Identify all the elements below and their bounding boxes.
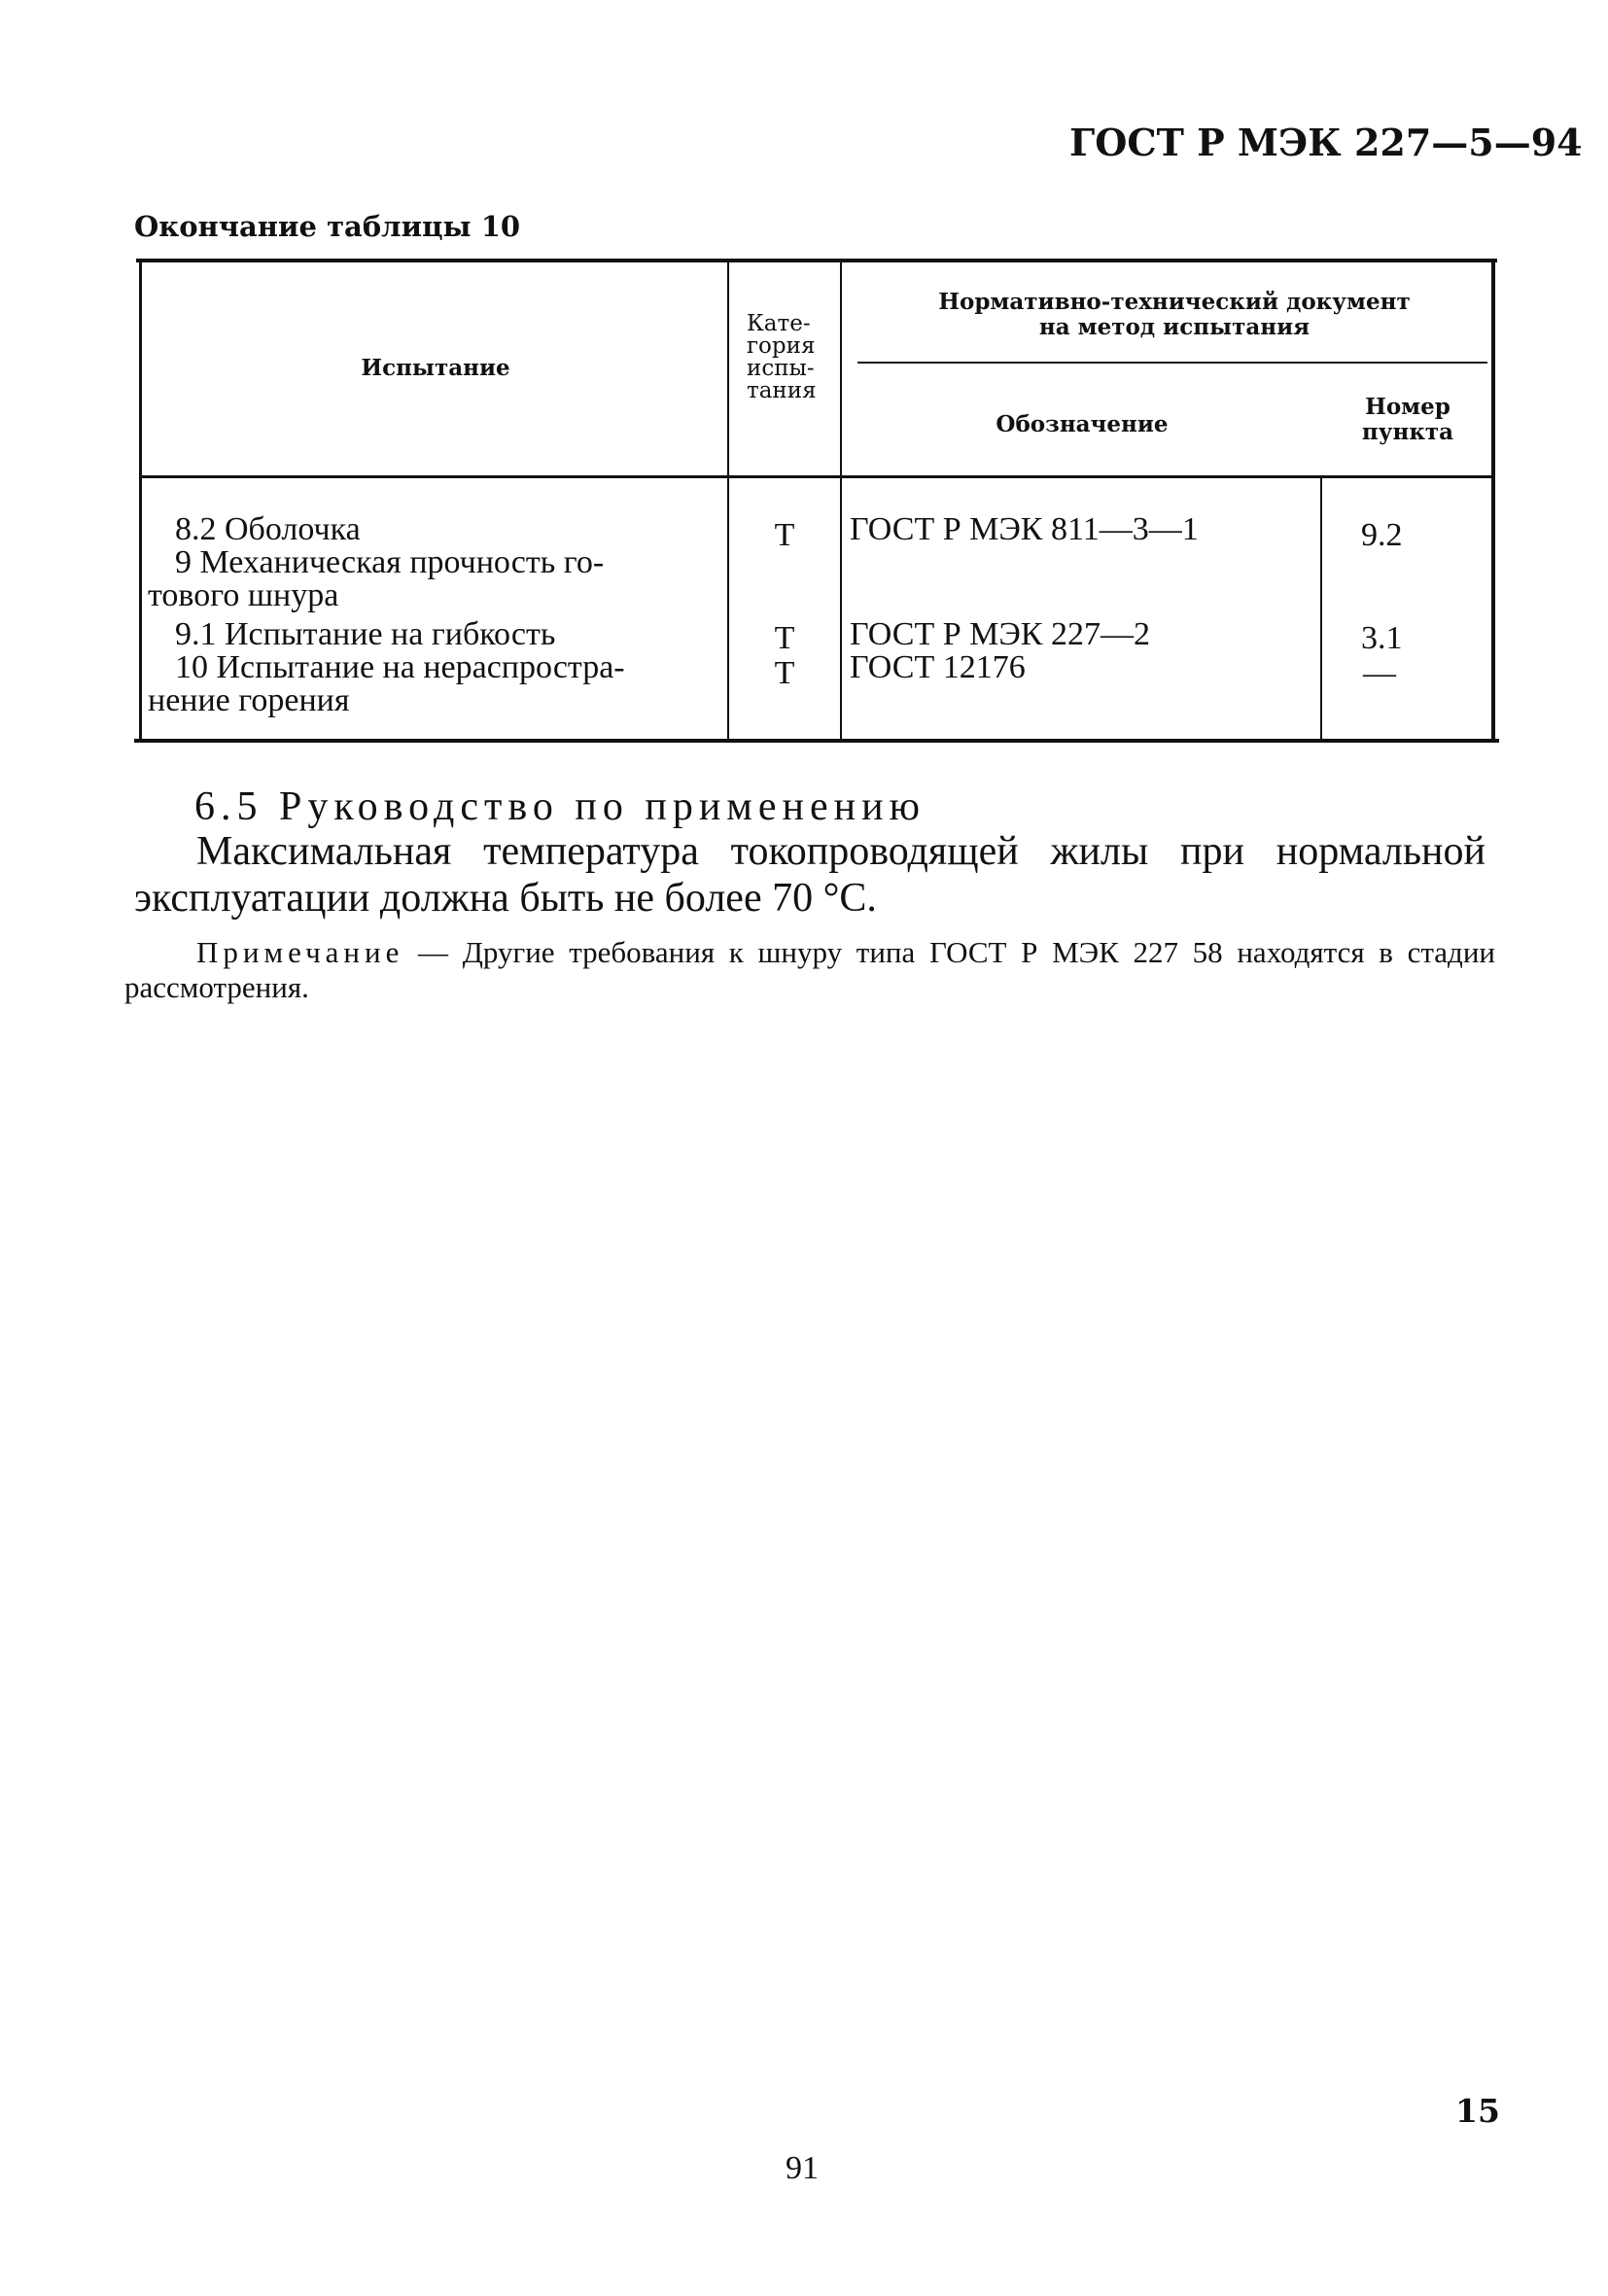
header-test: Испытание — [361, 355, 510, 381]
header-clause-line: пункта — [1361, 419, 1454, 445]
header-category — [747, 313, 840, 402]
note — [124, 935, 1495, 1005]
header-ntd-line: на метод испытания — [1038, 314, 1311, 340]
section-paragraph: Максимальная температура токопроводящей жилы при нормальной эксплуатации должна быть не более 70 °С. — [134, 829, 1486, 921]
table-top-rule — [136, 259, 1497, 262]
table-header-rule — [140, 475, 1493, 478]
table-row-test: 9 Механическая прочность го- — [175, 544, 605, 580]
section-title: 6.5 Руководство по применению — [194, 784, 926, 829]
table-row-clause: — — [1363, 655, 1396, 691]
header-category-line: Кате- — [747, 311, 811, 336]
header-ntd-line: Нормативно-технический документ — [938, 289, 1411, 315]
table-row-test: 9.1 Испытание на гибкость — [175, 616, 556, 652]
note-text: — Другие требования к шнуру типа ГОСТ Р МЭК 227 58 находятся в стадии рассмотрения. — [124, 935, 1495, 1004]
table-row-designation: ГОСТ 12176 — [850, 649, 1026, 685]
table-row-designation: ГОСТ Р МЭК 227—2 — [850, 616, 1150, 652]
table-row-test: 10 Испытание на нераспростра- — [175, 649, 625, 685]
col-divider-test — [727, 262, 729, 739]
table-left-rule — [139, 259, 142, 739]
table-row-test: 8.2 Оболочка — [175, 511, 361, 547]
header-category-line: тания — [747, 378, 817, 403]
header-category-line: испы- — [747, 356, 815, 381]
header-category-line: гория — [747, 333, 816, 359]
table-caption: Окончание таблицы 10 — [134, 210, 521, 243]
header-designation: Обозначение — [996, 411, 1169, 437]
table-row-category: Т — [774, 620, 795, 656]
running-title: ГОСТ Р МЭК 227—5—94 — [1069, 121, 1583, 164]
header-clause-line: Номер — [1365, 394, 1451, 420]
table-row-clause: 9.2 — [1361, 517, 1403, 553]
ntd-group-rule — [857, 362, 1487, 364]
header-ntd-group — [856, 290, 1493, 340]
table-row-test: нение горения — [148, 682, 350, 718]
header-clause — [1324, 395, 1491, 445]
col-divider-designation — [1320, 478, 1322, 739]
folio-number: 91 — [786, 2150, 819, 2186]
table-row-test: тового шнура — [148, 577, 339, 613]
table-row-clause: 3.1 — [1361, 620, 1403, 656]
table-row-category: Т — [774, 517, 795, 553]
table-row-category: Т — [774, 655, 795, 691]
table-bottom-rule — [134, 739, 1499, 743]
col-divider-category — [840, 262, 842, 739]
table-row-designation: ГОСТ Р МЭК 811—3—1 — [850, 511, 1199, 547]
note-label: Примечание — [196, 935, 404, 969]
page-number: 15 — [1455, 2092, 1500, 2130]
